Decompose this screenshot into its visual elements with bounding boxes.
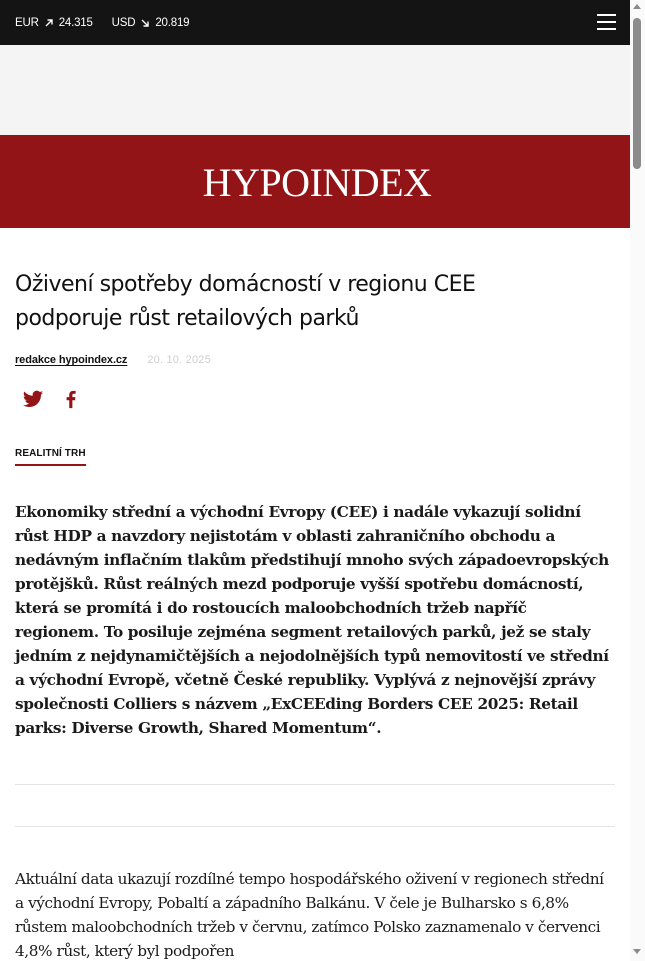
rate-currency: USD bbox=[111, 16, 136, 29]
facebook-icon[interactable] bbox=[60, 388, 82, 410]
hypoindex-logo[interactable]: HYPOINDEX bbox=[202, 159, 432, 205]
scroll-down-arrow-icon[interactable] bbox=[633, 949, 641, 954]
author-link[interactable]: redakce hypoindex.cz bbox=[15, 354, 128, 366]
rate-value: 20.819 bbox=[155, 16, 190, 29]
article-meta bbox=[15, 354, 211, 366]
vertical-scrollbar[interactable] bbox=[630, 0, 645, 961]
publish-date: 20. 10. 2025 bbox=[147, 354, 211, 366]
menu-line bbox=[597, 28, 616, 30]
menu-line bbox=[597, 14, 616, 16]
divider bbox=[15, 784, 615, 785]
rate-currency: EUR bbox=[15, 16, 39, 29]
brand-banner bbox=[0, 135, 630, 228]
ad-placeholder bbox=[0, 45, 630, 135]
scrollbar-thumb[interactable] bbox=[633, 18, 641, 169]
divider bbox=[15, 826, 615, 827]
rate-usd bbox=[112, 17, 190, 29]
exchange-rates bbox=[15, 0, 208, 45]
article-title: Oživení spotřeby domácností v regionu CEE podporuje růst retailových parků bbox=[15, 272, 476, 331]
arrow-up-right-icon bbox=[44, 18, 54, 28]
rate-eur bbox=[15, 17, 93, 29]
scroll-up-arrow-icon[interactable] bbox=[633, 4, 641, 9]
article-body-paragraph: Aktuální data ukazují rozdílné tempo hospodářského oživení v regionech střední a východní Evropy, Pobaltí a západního Balkánu. V čele je Bulharsko s 6,8% růstem maloobchodních tržeb v červnu, zatímco Polsko zaznamenalo v červenci 4,8% růst, který byl podpořen bbox=[15, 870, 604, 960]
category-tag[interactable]: REALITNÍ TRH bbox=[15, 448, 86, 466]
article-perex: Ekonomiky střední a východní Evropy (CEE) i nadále vykazují solidní růst HDP a navzdory nejistotám v oblasti zahraničního obchodu a nedávným inflačním tlakům předstihují mnoho svých západoevropských protějšků. Růst reálných mezd podporuje vyšší spotřebu domácností, která se promítá i do rostoucích maloobchodních tržeb napříč regionem. To posiluje zejména segment retailových parků, jež se staly jedním z nejdynamičtějších a nejodolnějších typů nemovitostí ve střední a východní Evropě, včetně České republiky. Vyplývá z nejnovější zprávy společnosti Colliers s názvem „ExCEEding Borders CEE 2025: Retail parks: Diverse Growth, Shared Momentum“. bbox=[15, 503, 609, 737]
menu-line bbox=[597, 21, 616, 23]
currency-top-bar bbox=[0, 0, 630, 45]
arrow-down-right-icon bbox=[140, 18, 150, 28]
hamburger-menu-icon[interactable] bbox=[597, 13, 617, 31]
share-buttons bbox=[22, 388, 98, 410]
twitter-icon[interactable] bbox=[22, 388, 44, 410]
rate-value: 24.315 bbox=[58, 16, 93, 29]
